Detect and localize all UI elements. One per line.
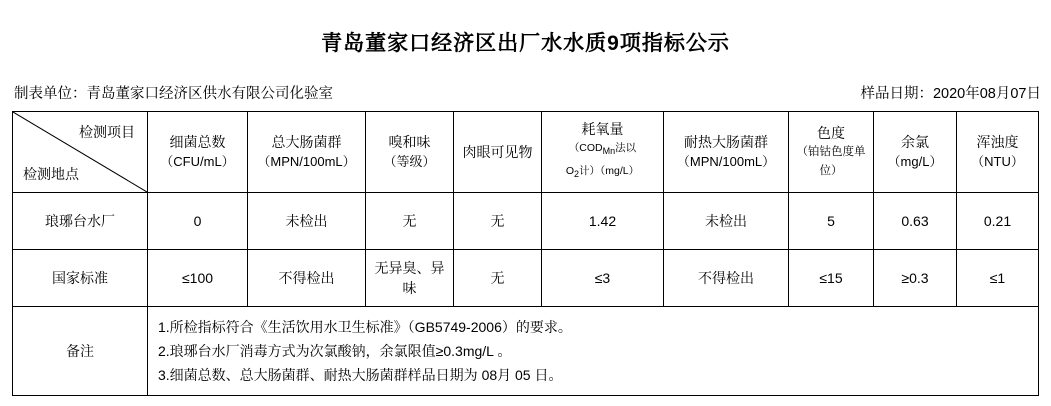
cell-standard-chromaticity: ≤15: [789, 250, 874, 307]
cell-langyatai-total-coliform: 未检出: [248, 193, 366, 250]
column-header-odor-taste: 嗅和味 （等级）: [366, 112, 454, 193]
cell-standard-bacteria-count: ≤100: [148, 250, 248, 307]
column-header-chromaticity: 色度 （铂钴色度单位）: [789, 112, 874, 193]
cell-langyatai-bacteria-count: 0: [148, 193, 248, 250]
water-quality-table: [12, 111, 1039, 396]
oxygen-unit-line2: O2计）（mg/L）: [565, 164, 640, 179]
note-line-1: 1.所检指标符合《生活饮用水卫生标准》（GB5749-2006）的要求。: [158, 319, 572, 335]
column-header-total-coliform: 总大肠菌群 （MPN/100mL）: [248, 112, 366, 193]
header-test-item-label: 检测项目: [79, 124, 135, 140]
cell-langyatai-oxygen-consumption: 1.42: [542, 193, 664, 250]
cell-standard-residual-chlorine: ≥0.3: [874, 250, 957, 307]
header-test-site-label: 检测地点: [23, 166, 79, 182]
notes-label: 备注: [13, 307, 148, 396]
table-row: [13, 250, 1039, 307]
cell-langyatai-chromaticity: 5: [789, 193, 874, 250]
notes-row: [13, 307, 1039, 396]
cell-standard-turbidity: ≤1: [957, 250, 1039, 307]
cell-langyatai-thermotolerant-coliform: 未检出: [664, 193, 789, 250]
notes-body: [148, 307, 1039, 396]
note-line-3: 3.细菌总数、总大肠菌群、耐热大肠菌群样品日期为 08月 05 日。: [158, 367, 563, 383]
cell-langyatai-residual-chlorine: 0.63: [874, 193, 957, 250]
cell-langyatai-odor-taste: 无: [366, 193, 454, 250]
cell-standard-odor-taste: 无异臭、异味: [366, 250, 454, 307]
sample-date-label: 样品日期：2020年08月07日: [860, 86, 1041, 102]
oxygen-unit-line: （CODMn法以: [568, 142, 637, 157]
column-header-turbidity: 浑浊度 （NTU）: [957, 112, 1039, 193]
issuer-label: 制表单位：青岛董家口经济区供水有限公司化验室: [14, 86, 333, 102]
row-label-national-standard: 国家标准: [13, 250, 148, 307]
header-corner-cell: [13, 112, 148, 193]
cell-langyatai-turbidity: 0.21: [957, 193, 1039, 250]
page-title: 青岛董家口经济区出厂水水质9项指标公示: [321, 32, 730, 55]
meta-row: [14, 82, 1041, 103]
row-label-langyatai-plant: 琅琊台水厂: [13, 193, 148, 250]
column-header-bacteria-count: 细菌总数 （CFU/mL）: [148, 112, 248, 193]
column-header-oxygen-consumption: 耗氧量 （CODMn法以 O2计）（mg/L）: [542, 112, 664, 193]
cell-standard-thermotolerant-coliform: 不得检出: [664, 250, 789, 307]
column-header-residual-chlorine: 余氯 （mg/L）: [874, 112, 957, 193]
cell-standard-total-coliform: 不得检出: [248, 250, 366, 307]
column-header-thermotolerant-coliform: 耐热大肠菌群 （MPN/100mL）: [664, 112, 789, 193]
cell-langyatai-visible-matter: 无: [454, 193, 542, 250]
note-line-2: 2.琅琊台水厂消毒方式为次氯酸钠，余氯限值≥0.3mg/L 。: [158, 343, 512, 359]
cell-standard-visible-matter: 无: [454, 250, 542, 307]
column-header-visible-matter: 肉眼可见物: [454, 112, 542, 193]
cell-standard-oxygen-consumption: ≤3: [542, 250, 664, 307]
table-row: [13, 193, 1039, 250]
table-header-row: [13, 112, 1039, 193]
